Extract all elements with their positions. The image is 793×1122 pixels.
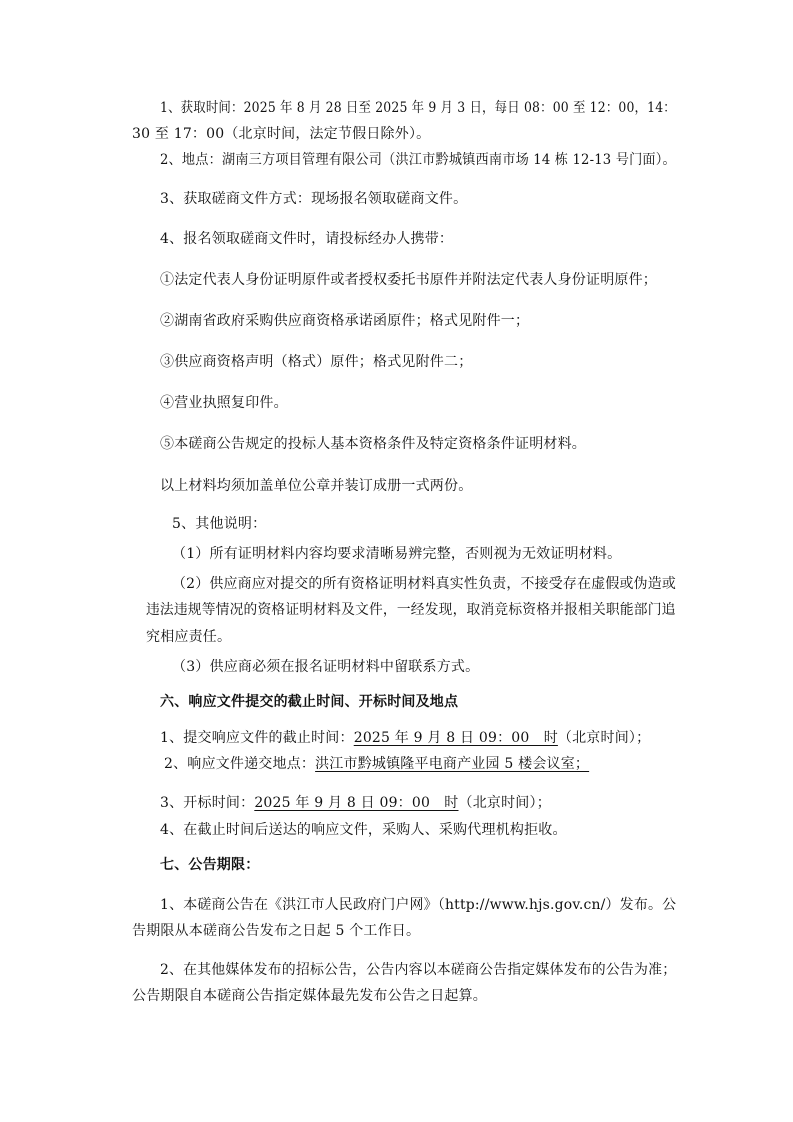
stamp-binding-note: 以上材料均须加盖单位公章并装订成册一式两份。 <box>160 478 473 494</box>
opening-time-suffix: （北京时间）； <box>458 795 551 811</box>
other-notes-title: 5、其他说明： <box>172 516 267 532</box>
required-item-1: ①法定代表人身份证明原件或者授权委托书原件并附法定代表人身份证明原件； <box>160 272 657 288</box>
opening-time-value: 2025 年 9 月 8 日 09：00 时 <box>254 795 459 811</box>
other-note-1: （1）所有证明材料内容均要求清晰易辨完整，否则视为无效证明材料。 <box>172 546 622 562</box>
submission-deadline <box>160 730 650 746</box>
other-note-2-line-3: 究相应责任。 <box>146 629 232 645</box>
acquisition-time-line-1: 1、获取时间：2025 年 8 月 28 日至 2025 年 9 月 3 日，每日 08：00 至 12：00，14： <box>160 100 676 116</box>
opening-time <box>160 795 551 811</box>
acquisition-location: 2、地点：湖南三方项目管理有限公司（洪江市黔城镇西南市场 14 栋 12-13 号门面）。 <box>160 152 676 168</box>
announcement-period-2-line-1: 2、在其他媒体发布的招标公告，公告内容以本磋商公告指定媒体发布的公告为准； <box>160 962 677 978</box>
submission-location-value: 洪江市黔城镇隆平电商产业园 5 楼会议室； <box>315 756 590 772</box>
other-note-2-line-1: （2）供应商应对提交的所有资格证明材料真实性负责，不接受存在虚假或伪造或 <box>172 576 677 592</box>
required-item-3: ③供应商资格声明（格式）原件；格式见附件二； <box>160 354 473 370</box>
bring-documents-intro: 4、报名领取磋商文件时，请投标经办人携带： <box>160 231 454 247</box>
submission-location <box>164 756 589 772</box>
section-7-heading: 七、公告期限： <box>160 857 260 873</box>
acquisition-time-line-2: 30 至 17：00（北京时间，法定节假日除外）。 <box>132 126 431 142</box>
required-item-5: ⑤本磋商公告规定的投标人基本资格条件及特定资格条件证明材料。 <box>160 436 586 452</box>
submission-deadline-suffix: （北京时间）； <box>557 730 651 746</box>
other-note-2-line-2: 违法违规等情况的资格证明材料及文件，一经发现，取消竞标资格并报相关职能部门追 <box>146 602 676 618</box>
late-submission-note: 4、在截止时间后送达的响应文件，采购人、采购代理机构拒收。 <box>160 822 567 838</box>
announcement-period-1-line-1: 1、本磋商公告在《洪江市人民政府门户网》（http://www.hjs.gov.cn/）发布。公 <box>160 897 677 913</box>
announcement-period-2-line-2: 公告期限自本磋商公告指定媒体最先发布公告之日起算。 <box>132 988 487 1004</box>
required-item-4: ④营业执照复印件。 <box>160 395 288 411</box>
required-item-2: ②湖南省政府采购供应商资格承诺函原件；格式见附件一； <box>160 313 530 329</box>
submission-deadline-value: 2025 年 9 月 8 日 09：00 时 <box>353 730 558 746</box>
other-note-3: （3）供应商必须在报名证明材料中留联系方式。 <box>172 659 480 675</box>
acquisition-method: 3、获取磋商文件方式：现场报名领取磋商文件。 <box>160 191 468 207</box>
announcement-period-1-line-2: 告期限从本磋商公告发布之日起 5 个工作日。 <box>132 923 421 939</box>
opening-time-label: 3、开标时间： <box>160 795 255 811</box>
submission-deadline-label: 1、提交响应文件的截止时间： <box>160 730 354 746</box>
section-6-heading: 六、响应文件提交的截止时间、开标时间及地点 <box>160 694 459 710</box>
submission-location-label: 2、响应文件递交地点： <box>164 756 316 772</box>
